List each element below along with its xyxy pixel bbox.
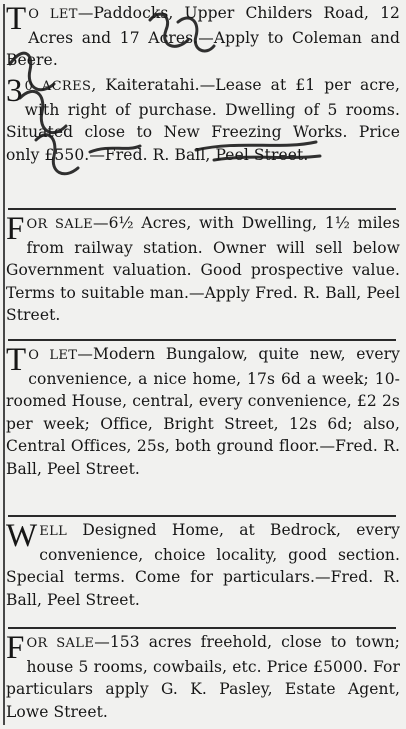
ad-body: —Modern Bungalow, quite new, every convenience, a nice home, 17s 6d a week; 10-roomed House, central, every convenience, £2 2s per week; Office, Bright Street, 12s 6d; also, Central Offices, 25s, both ground floor.—Fred. R. Ball, Peel Street.	[6, 345, 400, 478]
classified-ad-for-sale-dwelling	[6, 212, 400, 336]
ad-divider	[8, 515, 396, 517]
drop-cap: F	[6, 631, 25, 666]
left-column-rule	[3, 4, 5, 725]
classified-ad-for-sale-153-acres	[6, 631, 400, 727]
ad-body: Designed Home, at Bedrock, every convenience, choice locality, good section. Special terms. Come for particulars.—Fred. R. Ball, Peel Street.	[6, 521, 400, 609]
ad-divider	[8, 627, 396, 629]
drop-cap: W	[6, 519, 38, 554]
ad-body: —Paddocks, Upper Childers Road, 12 Acres and 17 Acres.—Apply to Coleman and Beere.	[6, 4, 400, 68]
drop-cap: T	[6, 343, 27, 378]
drop-cap: T	[6, 2, 27, 37]
ad-heading: OR SALE	[26, 636, 95, 651]
classified-ad-well-designed-home	[6, 519, 400, 625]
classified-ad-30-acres	[6, 74, 400, 206]
ad-heading: OR SALE	[26, 217, 93, 232]
ad-divider	[8, 208, 396, 210]
drop-cap: F	[6, 212, 25, 247]
classified-ad-to-let-bungalow	[6, 343, 400, 513]
ad-divider	[8, 339, 396, 341]
ad-heading: ELL	[39, 524, 68, 539]
ad-heading: 0 ACRES	[24, 79, 92, 94]
ad-body: —153 acres freehold, close to town; house 5 rooms, cowbails, etc. Price £5000. For particulars apply G. K. Pasley, Estate Agent, Lowe Street.	[6, 633, 400, 721]
ad-body: —6½ Acres, with Dwelling, 1½ miles from railway station. Owner will sell below Government valuation. Good prospective value. Terms to suitable man.—Apply Fred. R. Ball, Peel Street.	[6, 214, 400, 324]
ad-heading: O LET	[28, 348, 78, 363]
drop-cap: 3	[6, 74, 23, 109]
classified-ad-to-let-paddocks	[6, 2, 400, 68]
ad-body: , Kaiteratahi.—Lease at £1 per acre, with right of purchase. Dwelling of 5 rooms. Situated close to New Freezing Works. Price only £550.—Fred. R. Ball, Peel Street.	[6, 76, 400, 164]
ad-heading: O LET	[28, 7, 78, 22]
